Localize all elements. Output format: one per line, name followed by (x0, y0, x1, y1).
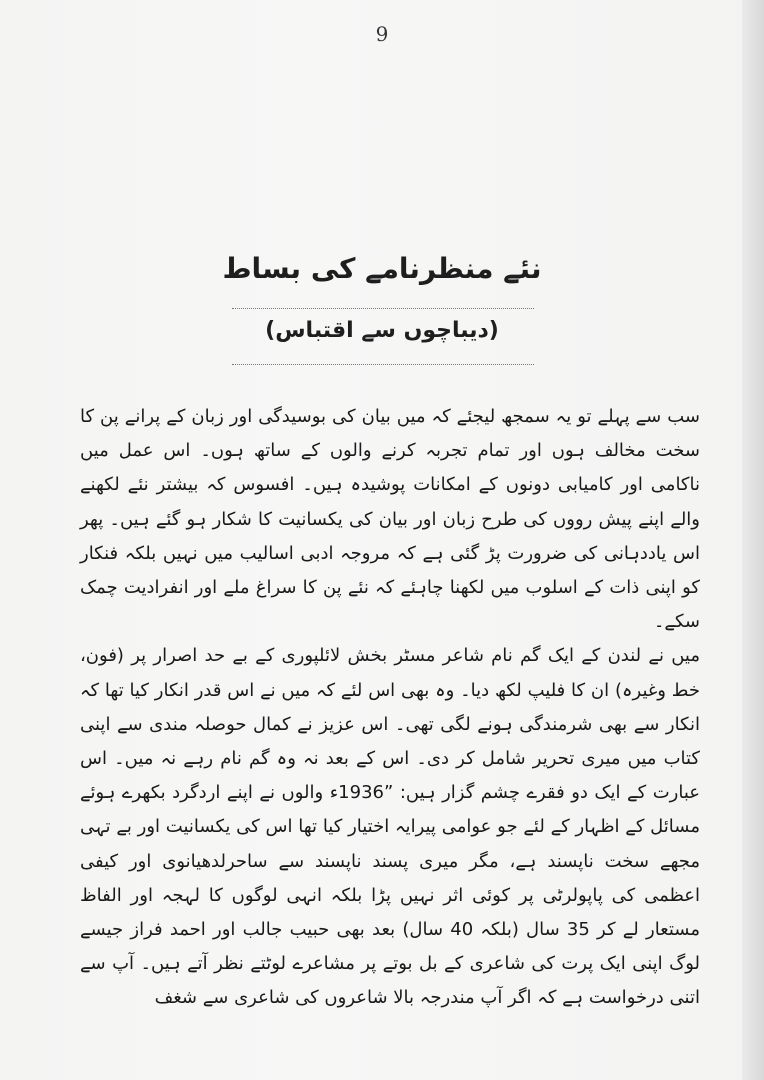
body-text (80, 400, 700, 1016)
chapter-title: نئے منظرنامے کی بساط (222, 252, 542, 285)
title-divider (232, 308, 534, 309)
paragraph-2: میں نے لندن کے ایک گم نام شاعر مسٹر بخش لائلپوری کے بے حد اصرار پر (فون، خط وغیرہ) ان کا فلیپ لکھ دیا۔ وہ بھی اس لئے کہ میں نے اس قدر انکار کیا تھا کہ انکار سے بھی شرمندگی ہونے لگی تھی۔ اس عزیز نے کمال حوصلہ مندی سے اپنی کتاب میں میری تحریر شامل کر دی۔ اس کے بعد نہ وہ گم نام رہے نہ میں۔ اس عبارت کے ایک دو فقرے چشم گزار ہیں: ”1936ء والوں نے اپنے اردگرد بکھرے ہوئے مسائل کے اظہار کے لئے جو عوامی پیرایہ اختیار کیا تھا اس کی یکسانیت اور بے تہی مجھے سخت ناپسند ہے، مگر میری پسند ناپسند سے ساحرلدھیانوی اور کیفی اعظمی کی پاپولرٹی پر کوئی اثر نہیں پڑا بلکہ انہی لوگوں کا لہجہ اور الفاظ مستعار لے کر 35 سال (بلکہ 40 سال) بعد بھی حبیب جالب اور احمد فراز جیسے لوگ اپنی ایک پرت کی شاعری کے بل بوتے پر مشاعرے لوٹتے نظر آتے ہیں۔ آپ سے اتنی درخواست ہے کہ اگر آپ مندرجہ بالا شاعروں کی شاعری سے شغف (80, 645, 700, 1009)
chapter-subtitle: (دیباچوں سے اقتباس) (265, 318, 499, 343)
page-number: 9 (375, 22, 389, 46)
subtitle-divider (232, 364, 534, 365)
paragraph-1: سب سے پہلے تو یہ سمجھ لیجئے کہ میں بیان کی بوسیدگی اور زبان کے پرانے پن کا سخت مخالف ہوں اور تمام تجربہ کرنے والوں کے ساتھ ہوں۔ اس عمل میں ناکامی اور کامیابی دونوں کے امکانات پوشیدہ ہیں۔ افسوس کہ بیشتر نئے لکھنے والے اپنے پیش رووں کی طرح زبان اور بیان کی یکسانیت کا شکار ہو گئے ہیں۔ پھر اس یاددہانی کی ضرورت پڑ گئی ہے کہ مروجہ ادبی اسالیب میں نہیں بلکہ فنکار کو اپنی ذات کے اسلوب میں لکھنا چاہئے کہ نئے پن کا سراغ ملے اور انفرادیت چمک سکے۔ (80, 406, 700, 633)
page-edge-shadow (742, 0, 764, 1080)
